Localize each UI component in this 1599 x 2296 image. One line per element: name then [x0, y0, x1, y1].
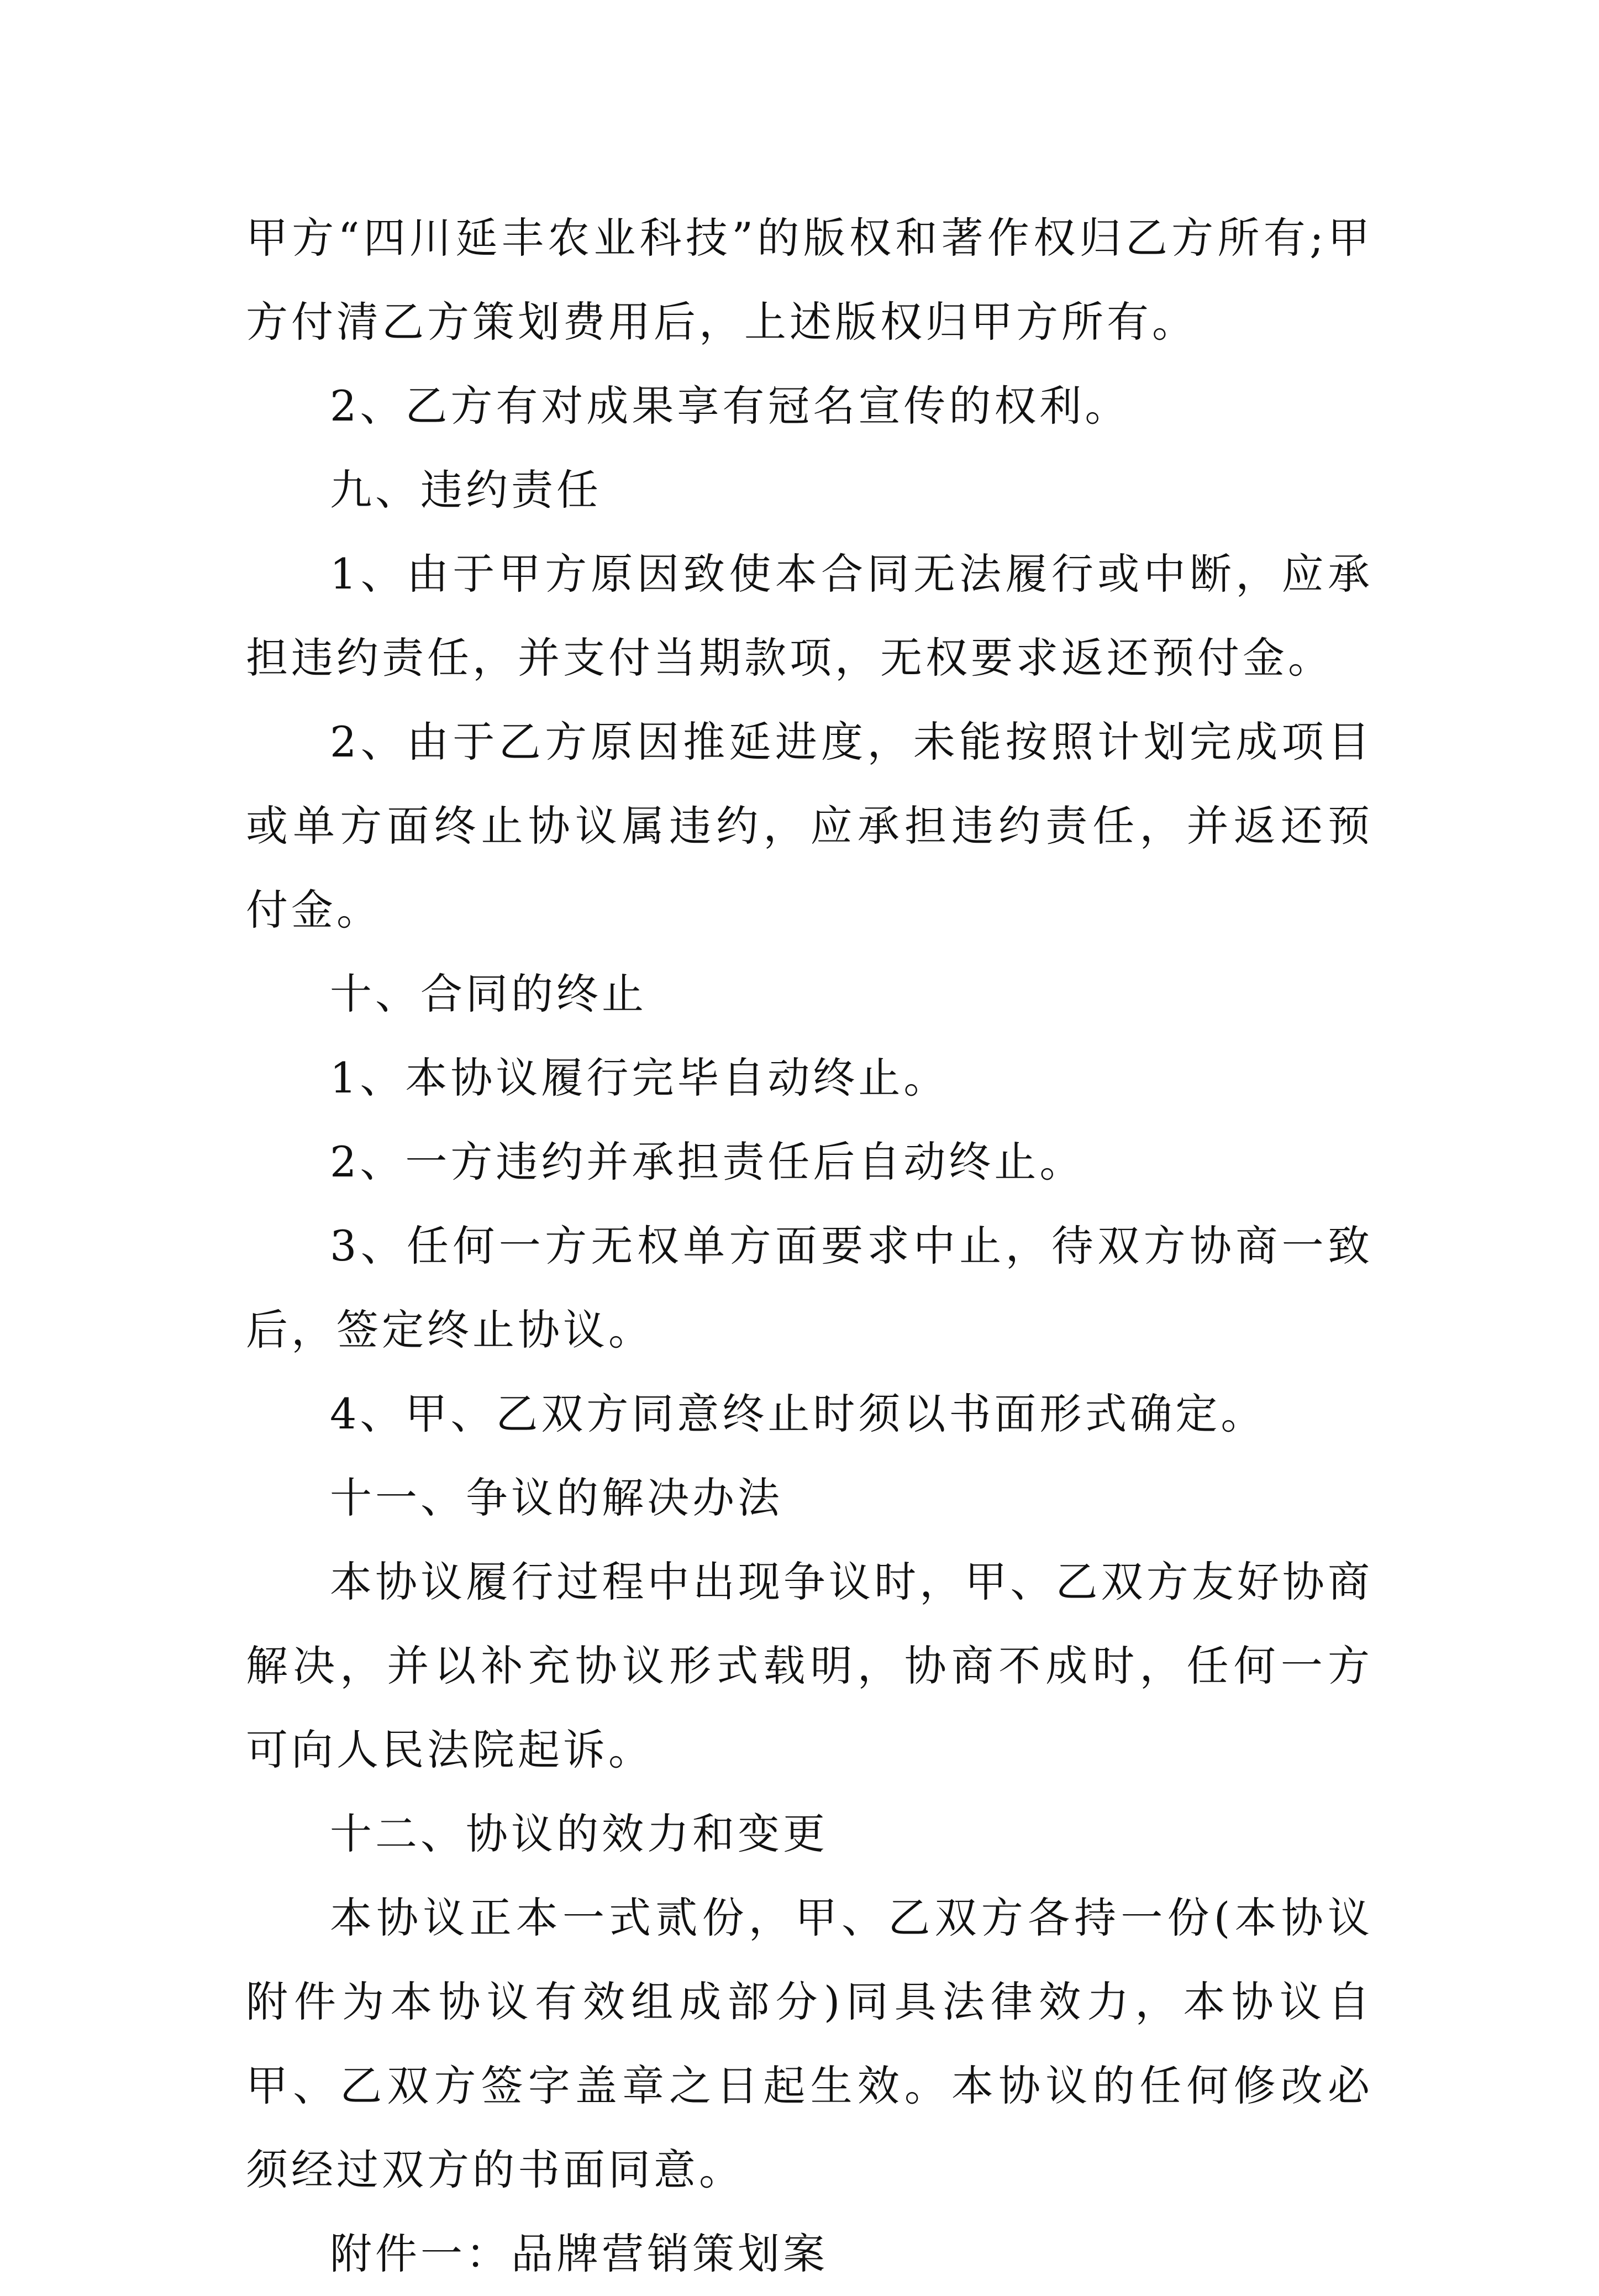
paragraph-attachment-one: 附件一：品牌营销策划案	[330, 2229, 828, 2278]
paragraph-naming-right: 2、乙方有对成果享有冠名宣传的权利。	[330, 381, 1130, 430]
paragraph-termination-4: 4、甲、乙双方同意终止时须以书面形式确定。	[330, 1389, 1266, 1438]
paragraph-termination-3: 3、任何一方无权单方面要求中止，待双方协商一致后，签定终止协议。	[246, 1221, 1373, 1354]
paragraph-termination-2: 2、一方违约并承担责任后自动终止。	[330, 1137, 1085, 1186]
paragraph-breach-party-a: 1、由于甲方原因致使本合同无法履行或中断，应承担违约责任，并支付当期款项，无权要求返还预付金。	[246, 549, 1373, 682]
heading-breach-liability: 九、违约责任	[330, 465, 602, 514]
paragraph-termination-1: 1、本协议履行完毕自动终止。	[330, 1053, 949, 1102]
document-body	[246, 196, 1373, 2296]
paragraph-copyright-continued: 甲方“四川延丰农业科技”的版权和著作权归乙方所有;甲方付清乙方策划费用后，上述版权归甲方所有。	[246, 213, 1373, 346]
paragraph-breach-party-b: 2、由于乙方原因推延进度，未能按照计划完成项目或单方面终止协议属违约，应承担违约责任，并返还预付金。	[246, 717, 1373, 934]
heading-validity-and-changes: 十二、协议的效力和变更	[330, 1809, 828, 1858]
paragraph-dispute-resolution: 本协议履行过程中出现争议时，甲、乙双方友好协商解决，并以补充协议形式载明，协商不成时，任何一方可向人民法院起诉。	[246, 1557, 1373, 1774]
heading-contract-termination: 十、合同的终止	[330, 969, 647, 1018]
heading-dispute-resolution: 十一、争议的解决办法	[330, 1473, 783, 1522]
paragraph-validity-and-changes: 本协议正本一式贰份，甲、乙双方各持一份(本协议附件为本协议有效组成部分)同具法律效力，本协议自甲、乙双方签字盖章之日起生效。本协议的任何修改必须经过双方的书面同意。	[246, 1893, 1373, 2194]
